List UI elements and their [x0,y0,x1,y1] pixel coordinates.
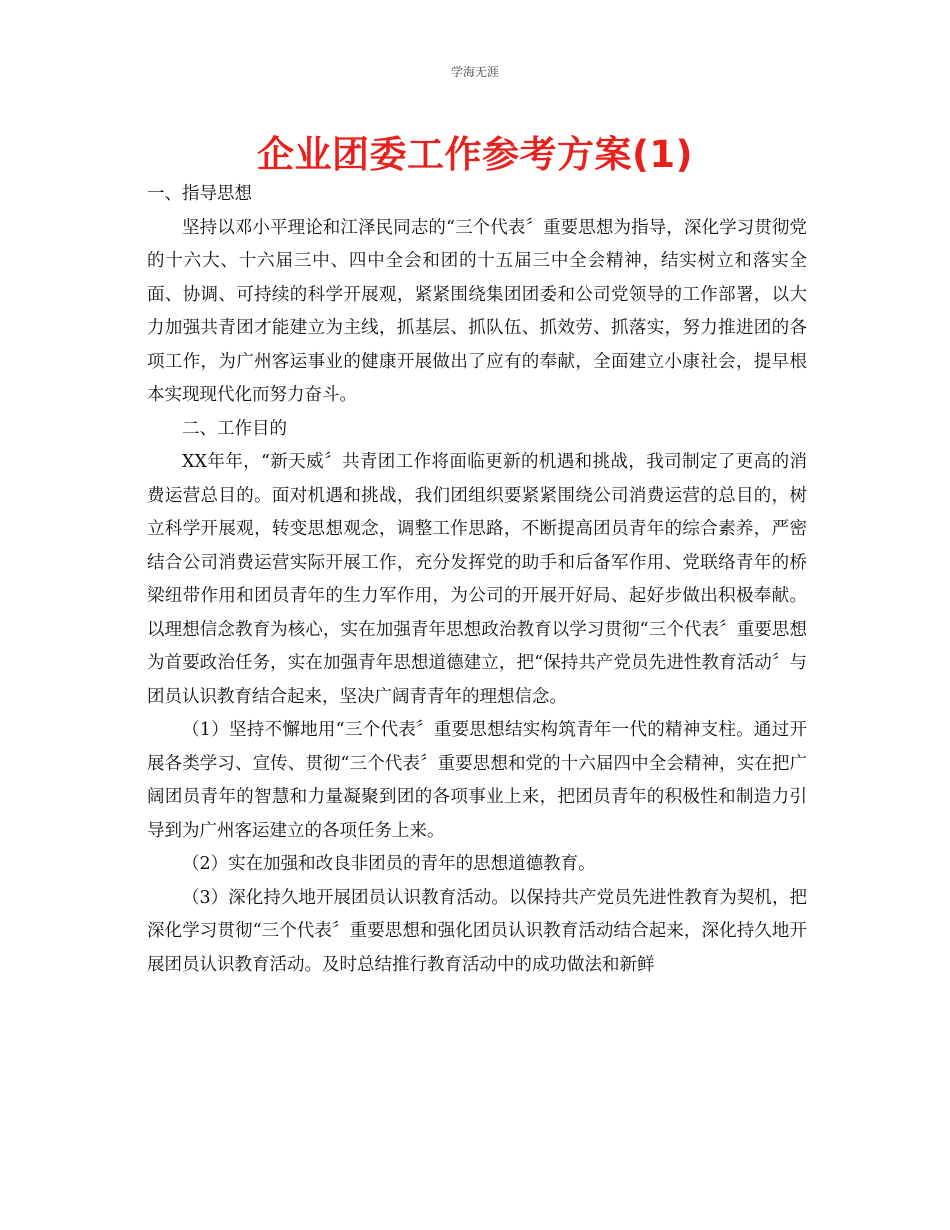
body-paragraph: 坚持以邓小平理论和江泽民同志的“三个代表〞重要思想为指导，深化学习贯彻党的十六大、十六届三中、四中全会和团的十五届三中全会精神，结实树立和落实全面、协调、可持续的科学开展观，紧紧围绕集团团委和公司党领导的工作部署，以大力加强共青团才能建立为主线，抓基层、抓队伍、抓效劳、抓落实，努力推进团的各项工作，为广州客运事业的健康开展做出了应有的奉献，全面建立小康社会，提早根本实现现代化而努力奋斗。 [147,217,807,405]
list-item: （2）实在加强和改良非团员的青年的思想道德教育。 [182,854,596,874]
list-item: （1）坚持不懈地用“三个代表〞重要思想结实构筑青年一代的精神支柱。通过开展各类学习、宣传、贯彻“三个代表〞重要思想和党的十六届四中全会精神，实在把广阔团员青年的智慧和力量凝聚到团的各项事业上来，把团员青年的积极性和制造力引导到为广州客运建立的各项任务上来。 [147,720,807,841]
header-watermark: 学海无涯 [450,65,499,79]
body-paragraph: XX年年，“新天威〞共青团工作将面临更新的机遇和挑战，我司制定了更高的消费运营总目的。面对机遇和挑战，我们团组织要紧紧围绕公司消费运营的总目的，树立科学开展观，转变思想观念，调整工作思路，不断提高团员青年的综合素养，严密结合公司消费运营实际开展工作，充分发挥党的助手和后备军作用、党联络青年的桥梁纽带作用和团员青年的生力军作用，为公司的开展开好局、起好步做出积极奉献。以理想信念教育为核心，实在加强青年思想政治教育以学习贯彻“三个代表〞重要思想为首要政治任务，实在加强青年思想道德建立，把“保持共产党员先进性教育活动〞与团员认识教育结合起来，坚决广阔青青年的理想信念。 [147,452,807,707]
document-title: 企业团委工作参考方案(1) [256,133,694,176]
document-body [147,178,807,982]
section-heading-work-goals: 二、工作目的 [182,418,287,439]
list-item: （3）深化持久地开展团员认识教育活动。以保持共产党员先进性教育为契机，把深化学习贯彻“三个代表〞重要思想和强化团员认识教育活动结合起来，深化持久地开展团员认识教育活动。及时总结推行教育活动中的成功做法和新鲜 [147,887,807,975]
section-heading-guiding-thought: 一、指导思想 [147,184,252,204]
